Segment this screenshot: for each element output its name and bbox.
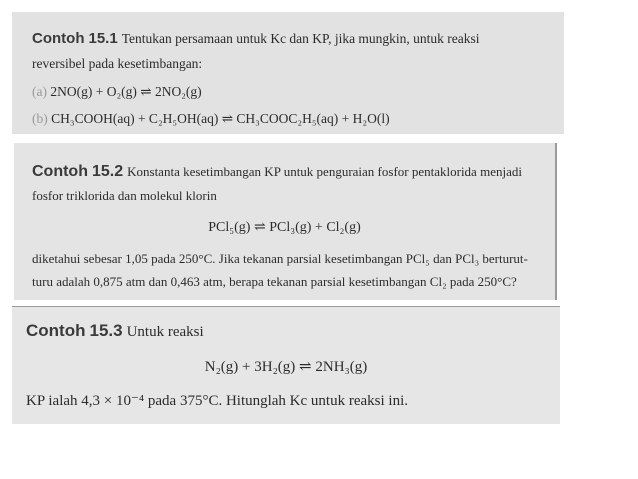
example-15-2-panel [14, 143, 557, 300]
example-number: 15.1 [88, 30, 118, 47]
part-b [32, 111, 390, 127]
example-number: 15.3 [89, 321, 123, 340]
body-line-2: turu adalah 0,875 atm dan 0,463 atm, berapa tekanan parsial kesetimbangan Cl₂ pada 250°C? [32, 274, 517, 289]
example-label: Contoh [32, 30, 85, 47]
example-number: 15.2 [91, 163, 124, 180]
example-15-1-panel [12, 12, 564, 134]
example-label: Contoh [32, 163, 88, 180]
part-b-label: (b) [32, 111, 48, 126]
example-intro: Tentukan persamaan untuk Kc dan KP, jika mungkin, untuk reaksi [121, 31, 480, 46]
example-15-3-panel [12, 306, 560, 424]
part-a [32, 84, 202, 100]
part-a-equation: 2NO(g) + O₂(g) ⇌ 2NO₂(g) [50, 84, 202, 99]
example-label: Contoh [26, 321, 86, 340]
part-b-equation: CH₃COOH(aq) + C₂H₅OH(aq) ⇌ CH₃COOC₂H₅(aq) + H₂O(l) [51, 111, 390, 126]
example-15-1-heading [32, 30, 480, 48]
equation: N₂(g) + 3H₂(g) ⇌ 2NH₃(g) [204, 359, 368, 375]
equation: PCl₅(g) ⇌ PCl₃(g) + Cl₂(g) [208, 220, 361, 235]
part-a-label: (a) [32, 84, 47, 99]
body: KP ialah 4,3 × 10⁻⁴ pada 375°C. Hitunglah Kc untuk reaksi ini. [26, 393, 408, 409]
example-15-2-heading [32, 163, 522, 181]
example-intro-cont: fosfor triklorida dan molekul klorin [32, 188, 217, 203]
body-line-1: diketahui sebesar 1,05 pada 250°C. Jika tekanan parsial kesetimbangan PCl₅ dan PCl₃ berturut- [32, 251, 528, 266]
example-intro-cont: reversibel pada kesetimbangan: [32, 56, 203, 71]
example-intro: Konstanta kesetimbangan KP untuk penguraian fosfor pentaklorida menjadi [127, 164, 522, 179]
example-intro: Untuk reaksi [126, 324, 204, 340]
example-15-3-heading [26, 321, 204, 341]
